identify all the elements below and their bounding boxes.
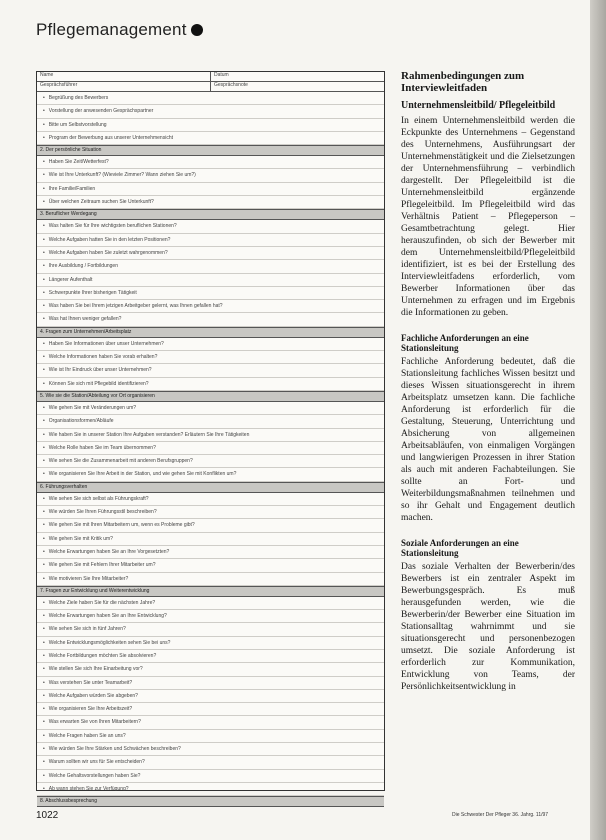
section-header: 8. Abschlussbesprechung: [37, 796, 384, 807]
form-item: • Wie würden Sie Ihre Stärken und Schwächen beschreiben?: [37, 743, 384, 756]
paragraph-leitbild: In einem Unternehmensleitbild werden die Eckpunkte des Unternehmens – Gegenstand des Unternehmens, Ausführungsart der Unternehmenstätigkeit und die Zielsetzungen der Unternehmensführung – verbindlich dargestellt. Der Pflegeleitbild ist die Unternehmensleitbild ergänzende Pflegeleitbild. Im Pflegeleitbild wird das Verhältnis Patient – Pflegeperson – Gesamtbetrachtung gelegt. Hier herauszufinden, ob sich der Bewerber mit dem Unternehmensleitbild/Pflegeleitbild identifiziert, ist es bei der Erstellung des Interviewleitfadens erforderlich, vom Bewerber Informationen über das Unternehmen zu erfragen und im Ergebnis die Informationen zu geben.: [401, 116, 575, 318]
form-item: • Wie gehen Sie mit Veränderungen um?: [37, 402, 384, 415]
form-item: • Wie organisieren Sie Ihre Arbeit in der Station, und wie gehen Sie mit Konflikten um?: [37, 468, 384, 481]
form-item: • Welche Entwicklungsmöglichkeiten sehen Sie bei uns?: [37, 637, 384, 650]
form-item: • Wie ist Ihr Eindruck über unser Unternehmen?: [37, 364, 384, 377]
form-item: • Welche Fortbildungen möchten Sie absolvieren?: [37, 650, 384, 663]
form-item: • Längerer Aufenthalt: [37, 274, 384, 287]
form-item: • Was halten Sie für Ihre wichtigsten beruflichen Stationen?: [37, 220, 384, 233]
form-item: • Was hat Ihnen weniger gefallen?: [37, 313, 384, 326]
form-item: • Welche Erwartungen haben Sie an Ihre Vorgesetzten?: [37, 546, 384, 559]
note-label: Gesprächsnote: [214, 82, 248, 88]
bullet-dot-icon: [191, 24, 203, 36]
form-item: • Begrüßung des Bewerbers: [37, 92, 384, 105]
form-item: • Ab wann stehen Sie zur Verfügung?: [37, 783, 384, 796]
form-item: • Wie sehen Sie sich in fünf Jahren?: [37, 623, 384, 636]
form-item: • Was erwarten Sie von Ihren Mitarbeitern?: [37, 716, 384, 729]
form-sections: [37, 92, 384, 807]
form-item: • Wie gehen Sie mit Kritik um?: [37, 533, 384, 546]
paragraph-fachlich: Fachliche Anforderung bedeutet, daß die Stationsleitung fachliches Wissen besitzt und dieses Wissen situationsgerecht in ihrem Arbeitsplatz umsetzen kann. Die fachliche Anforderung ist erforderlich für die Gestaltung, Steuerung, Unterrichtung und Absicherung von allgemeinen Arbeitsabläufen, von einmaligen Vorgängen und langwierigen Prozessen in ihrer Station als auch mit anderen Fachabteilungen. Sie sollte an Fort- und Weiterbildungsmaßnahmen teilnehmen und so ihr Gehalt und Engagement deutlich machen.: [401, 357, 575, 523]
form-top-row: [37, 72, 384, 82]
form-item: • Welche Ziele haben Sie für die nächsten Jahre?: [37, 597, 384, 610]
form-item: • Ihre Familie/Familien: [37, 183, 384, 196]
name-label: Name: [37, 72, 211, 81]
form-item: • Wie gehen Sie mit Ihren Mitarbeitern um, wenn es Probleme gibt?: [37, 519, 384, 532]
form-item: • Program der Bewerbung aus unserer Unternehmensicht: [37, 132, 384, 145]
section-header: 5. Wie sie die Station/Abteilung vor Ort organisieren: [37, 391, 384, 402]
form-item: • Schwerpunkte Ihrer bisherigen Tätigkeit: [37, 287, 384, 300]
section-header: 3. Beruflicher Werdegang: [37, 209, 384, 220]
form-item: • Haben Sie Informationen über unser Unternehmen?: [37, 338, 384, 351]
form-item: • Wie haben Sie in unserer Station Ihre Aufgaben verstanden? Erläutern Sie Ihre Tätigkeiten: [37, 429, 384, 442]
form-item: • Ihre Ausbildung / Fortbildungen: [37, 260, 384, 273]
form-item: • Über welchen Zeitraum suchen Sie Unterkunft?: [37, 196, 384, 209]
form-item: • Was verstehen Sie unter Teamarbeit?: [37, 677, 384, 690]
section-header: 4. Fragen zum Unternehmen/Arbeitsplatz: [37, 327, 384, 338]
journal-footer: Die Schwester Der Pfleger 36. Jahrg. 11/97: [452, 812, 549, 818]
form-item: • Bitte um Selbstvorstellung: [37, 119, 384, 132]
interview-form: [36, 71, 385, 805]
paragraph-sozial: Das soziale Verhalten der Bewerberin/des Bewerbers ist ein zentraler Aspekt im Bewerbungsgespräch. Es muß herausgefunden werden, wie die Bewerberin/der Bewerber eine Situation im Stationsalltag wahrnimmt und sie situationsgerecht und personenbezogen umsetzt. Die soziale Anforderung ist erforderlich zur Kommunikation, Entwicklung von Teams, der Persönlichkeitsentwicklung in: [401, 562, 575, 692]
form-item: • Welche Gehaltsvorstellungen haben Sie?: [37, 770, 384, 783]
section-header: 6. Führungsverhalten: [37, 482, 384, 493]
form-item: • Organisationsformen/Abläufe: [37, 415, 384, 428]
form-item: • Welche Informationen haben Sie vorab erhalten?: [37, 351, 384, 364]
header-title: Pflegemanagement: [36, 20, 187, 39]
form-item: • Welche Aufgaben hatten Sie in den letzten Positionen?: [37, 234, 384, 247]
form-item: • Wie würden Sie Ihren Führungsstil beschreiben?: [37, 506, 384, 519]
subheading-fachlich: Fachliche Anforderungen an eine Stationsleitung: [401, 333, 529, 353]
form-item: • Was haben Sie bei Ihrem jetzigen Arbeitgeber gelernt, was Ihnen gefallen hat?: [37, 300, 384, 313]
page-number: 1022: [36, 810, 59, 821]
subheading-sozial: Soziale Anforderungen an eine Stationsleitung: [401, 538, 519, 558]
page-header: [36, 20, 203, 40]
form-item: • Können Sie sich mit Pflegebild identifizieren?: [37, 378, 384, 391]
form-item: • Welche Aufgaben haben Sie zuletzt wahrgenommen?: [37, 247, 384, 260]
date-label: Datum: [214, 72, 229, 78]
form-item: • Wie sehen Sie die Zusammenarbeit mit anderen Berufsgruppen?: [37, 455, 384, 468]
form-item: • Warum sollten wir uns für Sie entscheiden?: [37, 756, 384, 769]
form-item: • Wie gehen Sie mit Fehlern Ihrer Mitarbeiter um?: [37, 559, 384, 572]
interviewer-label: Gesprächsführer: [37, 82, 211, 91]
form-item: • Wie sehen Sie sich selbst als Führungskraft?: [37, 493, 384, 506]
form-item: • Welche Aufgaben würden Sie abgeben?: [37, 690, 384, 703]
form-item: • Vorstellung der anwesenden Gesprächspartner: [37, 105, 384, 118]
subheading-leitbild: Unternehmensleitbild/ Pflegeleitbild: [401, 100, 556, 111]
article-column: [401, 70, 575, 693]
form-item: • Wie organisieren Sie Ihre Arbeitszeit?: [37, 703, 384, 716]
section-header: 2. Der persönliche Situation: [37, 145, 384, 156]
form-item: • Wie ist Ihre Unterkunft? (Wieviele Zimmer? Wann ziehen Sie um?): [37, 169, 384, 182]
article-heading: Rahmenbedingungen zum Interviewleitfaden: [401, 70, 525, 94]
section-header: 7. Fragen zur Entwicklung und Weiterentwicklung: [37, 586, 384, 597]
form-item: • Wie stellen Sie sich Ihre Einarbeitung vor?: [37, 663, 384, 676]
form-item: • Wie motivieren Sie Ihre Mitarbeiter?: [37, 573, 384, 586]
form-top-row-2: [37, 82, 384, 92]
form-item: • Welche Fragen haben Sie an uns?: [37, 730, 384, 743]
form-item: • Welche Rolle haben Sie im Team übernommen?: [37, 442, 384, 455]
form-item: • Welche Erwartungen haben Sie an Ihre Entwicklung?: [37, 610, 384, 623]
form-item: • Haben Sie Zeit/Wetterfest?: [37, 156, 384, 169]
page-edge: [590, 0, 606, 840]
